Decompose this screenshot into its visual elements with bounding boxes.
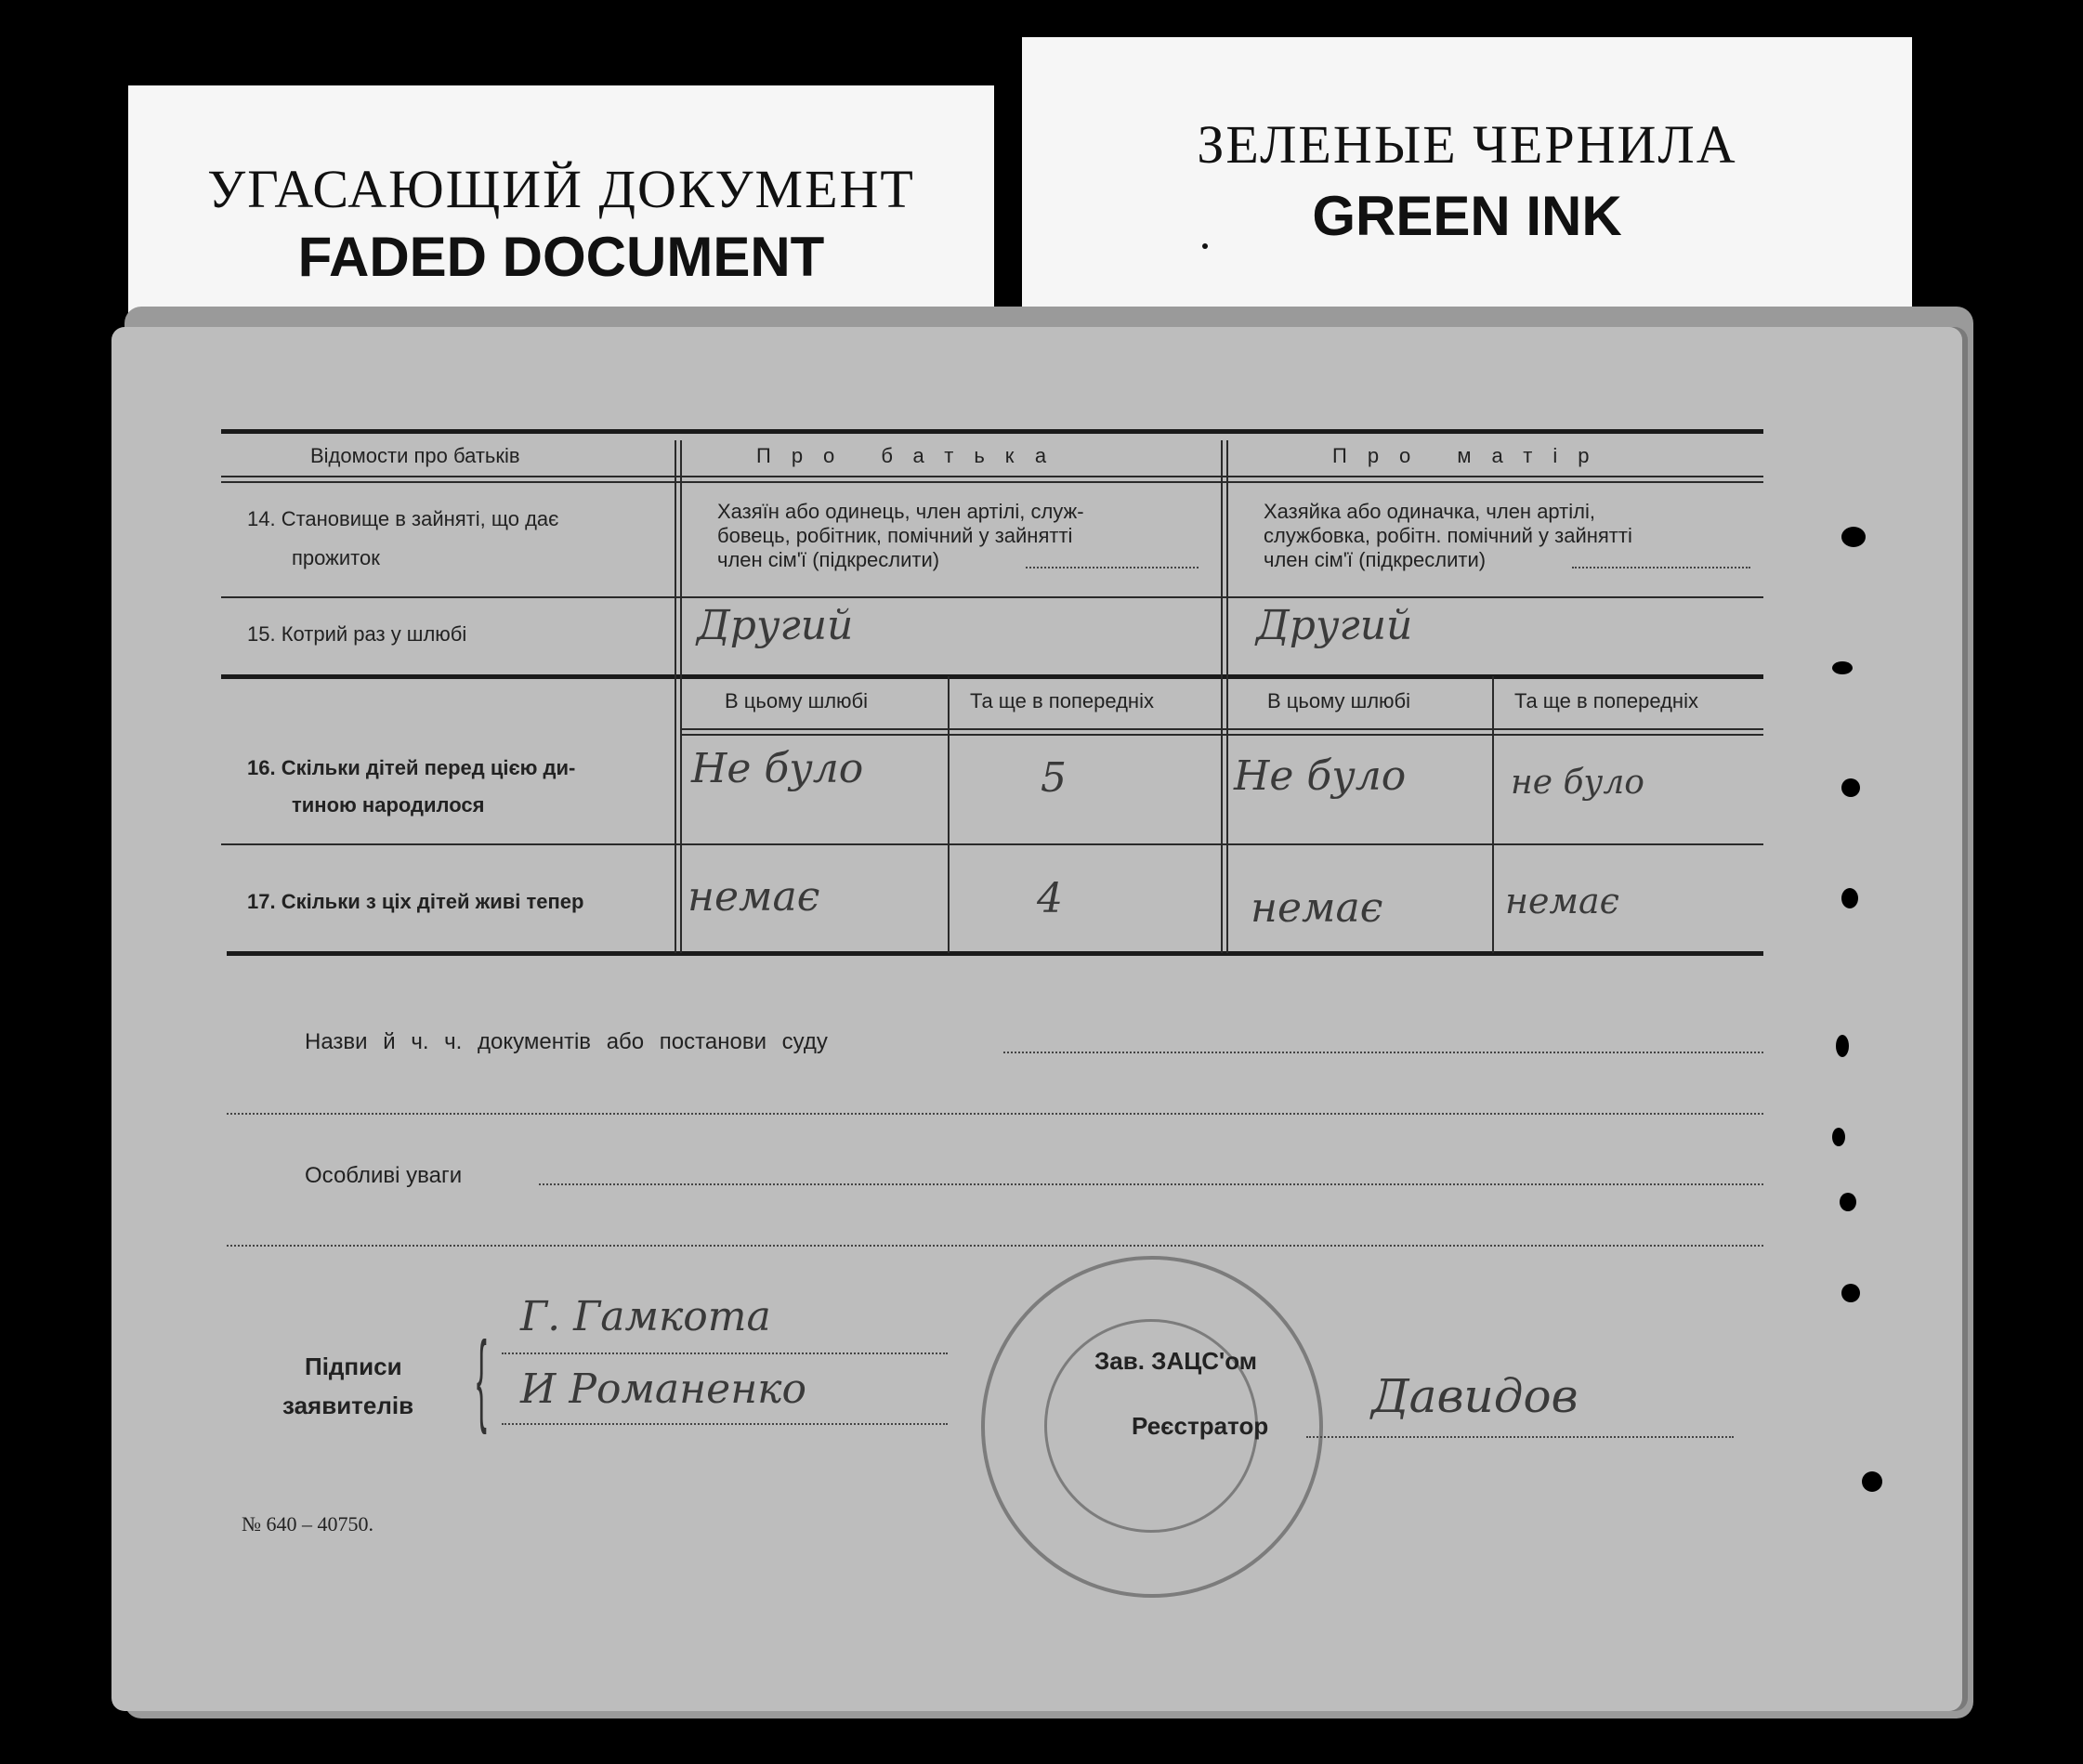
punch-hole: [1832, 661, 1853, 674]
row14-mother-text: Хазяйка або одиначка, член артілі,: [1264, 500, 1595, 523]
faded-document-label-card: [128, 85, 994, 318]
row17-mother-this-handwritten: немає: [1251, 884, 1383, 932]
subheader-rule: [682, 728, 1763, 730]
punch-hole: [1862, 1471, 1882, 1492]
punch-hole: [1841, 888, 1858, 908]
registry-head-label: Зав. ЗАЦС'ом: [1094, 1347, 1257, 1375]
row14-mother-text: член сім'ї (підкреслити): [1264, 548, 1487, 571]
punch-hole: [1832, 1128, 1845, 1146]
signature-line: [1306, 1436, 1734, 1438]
row16-father-previous-handwritten: 5: [1041, 754, 1067, 802]
punch-hole: [1840, 1193, 1856, 1211]
punch-hole: [1841, 527, 1866, 547]
fill-line: [1026, 567, 1199, 568]
applicant1-signature: Г. Гамкота: [520, 1293, 771, 1340]
fill-line: [1003, 1052, 1763, 1053]
table-top-rule: [221, 429, 1763, 434]
row16-mother-previous-handwritten: не було: [1511, 764, 1644, 802]
green-ink-label-russian: ЗЕЛЕНЫЕ ЧЕРНИЛА: [1197, 114, 1737, 175]
row16-label: 16. Скільки дітей перед цією ди-: [247, 756, 576, 779]
remarks-label: Особливі уваги: [305, 1163, 463, 1188]
row14-mother-text: службовка, робітн. помічний у зайнятті: [1264, 524, 1632, 547]
row14-label-cont: прожиток: [292, 546, 380, 569]
row17-label: 17. Скільки з ціх дітей живі тепер: [247, 890, 584, 913]
punch-hole: [1841, 778, 1860, 797]
faded-label-english: FADED DOCUMENT: [297, 226, 825, 288]
row17-father-this-handwritten: немає: [688, 873, 820, 921]
signatures-label: Підписи: [305, 1352, 402, 1380]
row16-father-this-handwritten: Не було: [691, 745, 864, 792]
header-about-mother: Про матір: [1332, 444, 1610, 467]
row-rule: [221, 843, 1763, 845]
column-rule: [1226, 440, 1228, 953]
subheader-mother-previous: Та ще в попередніх: [1514, 689, 1698, 712]
subheader-mother-this-marriage: В цьому шлюбі: [1267, 689, 1411, 712]
header-about-father: Про батька: [756, 444, 1068, 467]
header-parents-info: Відомости про батьків: [310, 444, 520, 467]
form-number: № 640 – 40750.: [242, 1512, 373, 1535]
column-rule: [948, 676, 950, 953]
registrar-label: Реєстратор: [1132, 1412, 1269, 1440]
signatures-brace: {: [476, 1321, 487, 1435]
punch-hole: [1841, 1284, 1860, 1302]
column-rule: [1492, 676, 1494, 953]
faded-label-russian: УГАСАЮЩИЙ ДОКУМЕНТ: [207, 159, 915, 219]
row17-father-previous-handwritten: 4: [1037, 875, 1063, 922]
punch-hole: [1836, 1035, 1849, 1057]
column-rule: [675, 440, 676, 953]
row14-label: 14. Становище в зайняті, що дає: [247, 507, 559, 530]
table-bottom-rule: [227, 951, 1763, 956]
row15-label: 15. Котрий раз у шлюбі: [247, 622, 467, 646]
document-page: [111, 327, 1962, 1711]
column-rule: [1221, 440, 1223, 953]
header-rule: [221, 481, 1763, 483]
subheader-father-previous: Та ще в попередніх: [970, 689, 1154, 712]
column-rule: [680, 440, 682, 953]
row14-father-text: бовець, робітник, помічний у зайнятті: [717, 524, 1073, 547]
green-ink-label-card: [1022, 37, 1912, 325]
subheader-father-this-marriage: В цьому шлюбі: [725, 689, 869, 712]
documents-label: Назви й ч. ч. документів або постанови суду: [305, 1029, 828, 1054]
row15-father-handwritten: Другий: [697, 602, 854, 649]
signature-line: [502, 1352, 948, 1354]
row14-father-text: член сім'ї (підкреслити): [717, 548, 940, 571]
row15-mother-handwritten: Другий: [1256, 602, 1413, 649]
row16-mother-this-handwritten: Не було: [1234, 752, 1407, 800]
fill-line: [539, 1183, 1763, 1185]
row-rule: [221, 596, 1763, 598]
fill-line: [227, 1245, 1763, 1247]
row17-mother-previous-handwritten: немає: [1505, 881, 1619, 921]
green-ink-label-english: GREEN INK: [1312, 185, 1622, 247]
row16-label-cont: тиною народилося: [292, 793, 485, 817]
row-rule: [221, 674, 1763, 679]
row14-father-text: Хазяїн або одинець, член артілі, служ-: [717, 500, 1084, 523]
speck: [1202, 243, 1208, 249]
signatures-label-cont: заявителів: [282, 1392, 414, 1419]
fill-line: [227, 1113, 1763, 1115]
applicant2-signature: И Романенко: [520, 1365, 806, 1413]
fill-line: [1572, 567, 1750, 568]
registrar-signature: Давидов: [1371, 1369, 1579, 1423]
header-rule: [221, 476, 1763, 477]
signature-line: [502, 1423, 948, 1425]
subheader-rule: [682, 734, 1763, 736]
